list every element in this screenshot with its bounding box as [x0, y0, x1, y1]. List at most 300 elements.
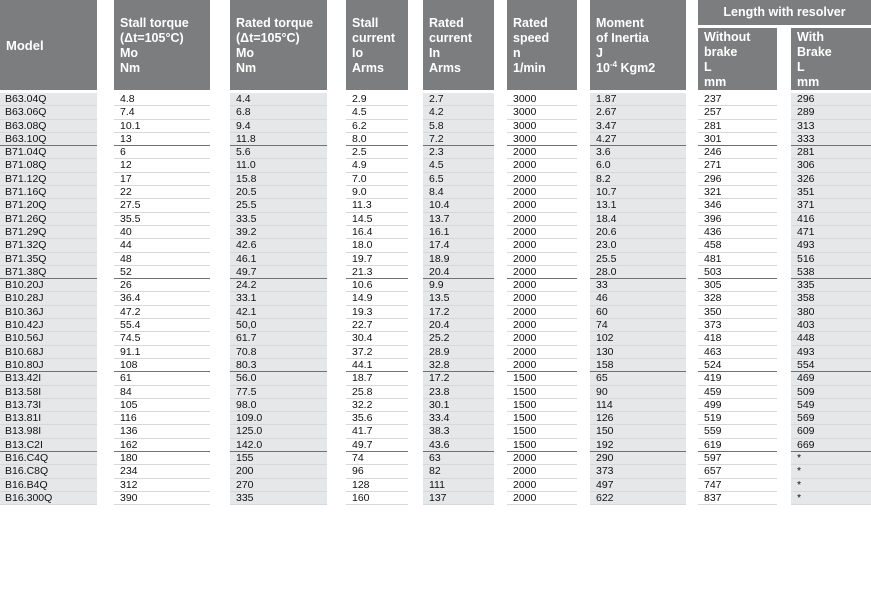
cell-length-with-brake: *	[791, 479, 871, 492]
cell-rated-current: 20.4	[423, 266, 494, 279]
cell-length-without-brake: 481	[698, 253, 777, 266]
column-gap	[408, 199, 423, 212]
column-gap	[408, 452, 423, 465]
cell-stall-current: 4.5	[346, 106, 408, 119]
column-gap	[686, 159, 698, 172]
cell-length-without-brake: 747	[698, 479, 777, 492]
header-line: Arms	[352, 61, 384, 75]
table-row	[0, 465, 871, 478]
column-gap	[97, 106, 114, 119]
column-gap	[494, 465, 507, 478]
column-gap	[777, 199, 791, 212]
cell-stall-current: 41.7	[346, 425, 408, 438]
column-gap	[577, 359, 590, 372]
header-line: Mo	[120, 46, 139, 60]
column-gap	[97, 412, 114, 425]
cell-rated-torque: 56.0	[230, 372, 327, 385]
column-gap	[210, 332, 230, 345]
cell-length-without-brake: 271	[698, 159, 777, 172]
column-gap	[97, 186, 114, 199]
cell-length-without-brake: 419	[698, 372, 777, 385]
column-gap	[327, 120, 346, 133]
cell-inertia: 2.67	[590, 106, 686, 119]
header-line: of Inertia	[596, 31, 649, 45]
cell-length-with-brake: 416	[791, 213, 871, 226]
column-gap	[327, 266, 346, 279]
table-row	[0, 359, 871, 372]
column-gap	[408, 239, 423, 252]
cell-length-without-brake: 559	[698, 425, 777, 438]
cell-stall-torque: 136	[114, 425, 210, 438]
column-gap	[686, 346, 698, 359]
cell-stall-torque: 44	[114, 239, 210, 252]
cell-model: B71.29Q	[0, 226, 97, 239]
column-gap	[777, 332, 791, 345]
cell-length-with-brake: 403	[791, 319, 871, 332]
cell-inertia: 8.2	[590, 173, 686, 186]
column-gap	[777, 452, 791, 465]
cell-rated-current: 20.4	[423, 319, 494, 332]
column-gap	[408, 120, 423, 133]
cell-stall-torque: 55.4	[114, 319, 210, 332]
cell-stall-current: 49.7	[346, 439, 408, 452]
column-gap	[327, 186, 346, 199]
table-row	[0, 372, 871, 385]
cell-inertia: 158	[590, 359, 686, 372]
cell-stall-torque: 13	[114, 133, 210, 146]
column-gap	[686, 173, 698, 186]
cell-rated-current: 18.9	[423, 253, 494, 266]
column-gap	[577, 213, 590, 226]
column-gap	[777, 146, 791, 159]
cell-model: B71.38Q	[0, 266, 97, 279]
column-gap	[777, 386, 791, 399]
column-gap	[577, 452, 590, 465]
column-gap	[97, 120, 114, 133]
column-gap	[97, 133, 114, 146]
column-gap	[210, 186, 230, 199]
cell-rated-torque: 42.1	[230, 306, 327, 319]
cell-model: B10.80J	[0, 359, 97, 372]
cell-length-without-brake: 373	[698, 319, 777, 332]
cell-rated-speed: 2000	[507, 452, 577, 465]
header-line: (Δt=105°C)	[236, 31, 300, 45]
column-gap	[210, 213, 230, 226]
cell-rated-torque: 33.1	[230, 292, 327, 305]
column-gap	[577, 93, 590, 106]
column-gap	[686, 239, 698, 252]
cell-model: B10.42J	[0, 319, 97, 332]
cell-length-with-brake: 609	[791, 425, 871, 438]
column-gap	[494, 186, 507, 199]
column-gap	[577, 439, 590, 452]
header-rated-torque	[230, 0, 327, 93]
column-gap	[777, 492, 791, 505]
cell-rated-torque: 270	[230, 479, 327, 492]
column-gap	[577, 253, 590, 266]
column-gap	[777, 226, 791, 239]
column-gap	[686, 319, 698, 332]
cell-length-without-brake: 499	[698, 399, 777, 412]
cell-length-without-brake: 257	[698, 106, 777, 119]
cell-rated-current: 2.3	[423, 146, 494, 159]
column-gap	[494, 332, 507, 345]
cell-stall-current: 18.0	[346, 239, 408, 252]
column-gap	[494, 173, 507, 186]
cell-stall-current: 18.7	[346, 372, 408, 385]
column-gap	[777, 319, 791, 332]
cell-rated-speed: 2000	[507, 359, 577, 372]
cell-inertia: 290	[590, 452, 686, 465]
column-gap	[577, 372, 590, 385]
column-gap	[210, 120, 230, 133]
cell-stall-torque: 74.5	[114, 332, 210, 345]
cell-rated-torque: 4.4	[230, 93, 327, 106]
column-gap	[686, 199, 698, 212]
table-row	[0, 346, 871, 359]
column-gap	[327, 452, 346, 465]
cell-length-with-brake: 509	[791, 386, 871, 399]
column-gap	[97, 372, 114, 385]
cell-length-with-brake: 669	[791, 439, 871, 452]
column-gap	[686, 226, 698, 239]
cell-stall-current: 16.4	[346, 226, 408, 239]
column-gap	[494, 93, 507, 106]
cell-rated-current: 43.6	[423, 439, 494, 452]
column-gap	[408, 412, 423, 425]
header-line: $10^{-4}$ Kgm2	[596, 59, 656, 75]
column-gap	[577, 173, 590, 186]
cell-stall-current: 9.0	[346, 186, 408, 199]
header-line: Arms	[429, 61, 461, 75]
cell-stall-current: 96	[346, 465, 408, 478]
column-gap	[686, 412, 698, 425]
column-gap	[494, 199, 507, 212]
cell-rated-current: 5.8	[423, 120, 494, 133]
cell-rated-torque: 61.7	[230, 332, 327, 345]
cell-rated-current: 38.3	[423, 425, 494, 438]
cell-rated-current: 82	[423, 465, 494, 478]
table-row	[0, 239, 871, 252]
cell-length-with-brake: *	[791, 492, 871, 505]
cell-model: B71.32Q	[0, 239, 97, 252]
column-gap	[97, 93, 114, 106]
column-gap	[777, 120, 791, 133]
table-row	[0, 146, 871, 159]
cell-length-with-brake: 569	[791, 412, 871, 425]
column-gap	[686, 465, 698, 478]
table-row	[0, 186, 871, 199]
cell-model: B71.16Q	[0, 186, 97, 199]
column-gap	[777, 266, 791, 279]
column-gap	[577, 479, 590, 492]
cell-rated-speed: 2000	[507, 332, 577, 345]
column-gap	[494, 319, 507, 332]
cell-rated-speed: 1500	[507, 412, 577, 425]
cell-rated-current: 137	[423, 492, 494, 505]
cell-rated-torque: 70.8	[230, 346, 327, 359]
column-gap	[494, 0, 507, 93]
column-gap	[408, 173, 423, 186]
cell-model: B71.12Q	[0, 173, 97, 186]
cell-inertia: 4.27	[590, 133, 686, 146]
column-gap	[577, 399, 590, 412]
column-gap	[97, 239, 114, 252]
header-line: In	[429, 46, 441, 60]
column-gap	[97, 346, 114, 359]
cell-rated-speed: 1500	[507, 425, 577, 438]
cell-model: B13.73I	[0, 399, 97, 412]
header-line: speed	[513, 31, 550, 45]
cell-rated-torque: 20.5	[230, 186, 327, 199]
cell-stall-torque: 26	[114, 279, 210, 292]
cell-rated-speed: 2000	[507, 465, 577, 478]
cell-rated-current: 33.4	[423, 412, 494, 425]
cell-rated-speed: 3000	[507, 106, 577, 119]
column-gap	[327, 239, 346, 252]
column-gap	[327, 199, 346, 212]
cell-rated-current: 17.4	[423, 239, 494, 252]
cell-stall-current: 25.8	[346, 386, 408, 399]
cell-inertia: 6.0	[590, 159, 686, 172]
cell-length-with-brake: 493	[791, 239, 871, 252]
cell-rated-speed: 3000	[507, 133, 577, 146]
cell-rated-speed: 2000	[507, 186, 577, 199]
header-line: brake	[704, 45, 738, 59]
column-gap	[777, 439, 791, 452]
cell-rated-torque: 5.6	[230, 146, 327, 159]
cell-inertia: 28.0	[590, 266, 686, 279]
cell-length-without-brake: 597	[698, 452, 777, 465]
cell-rated-current: 7.2	[423, 133, 494, 146]
cell-inertia: 18.4	[590, 213, 686, 226]
column-gap	[494, 372, 507, 385]
column-gap	[777, 412, 791, 425]
column-gap	[97, 306, 114, 319]
column-gap	[494, 279, 507, 292]
table-row	[0, 399, 871, 412]
column-gap	[327, 253, 346, 266]
cell-stall-torque: 10.1	[114, 120, 210, 133]
column-gap	[494, 292, 507, 305]
cell-rated-torque: 24.2	[230, 279, 327, 292]
cell-length-with-brake: 554	[791, 359, 871, 372]
cell-rated-speed: 2000	[507, 492, 577, 505]
column-gap	[210, 239, 230, 252]
column-gap	[577, 279, 590, 292]
cell-model: B13.C2I	[0, 439, 97, 452]
column-gap	[777, 106, 791, 119]
header-line: Rated torque	[236, 16, 314, 30]
column-gap	[408, 492, 423, 505]
cell-model: B10.36J	[0, 306, 97, 319]
cell-stall-current: 74	[346, 452, 408, 465]
column-gap	[686, 106, 698, 119]
header-line: Mo	[236, 46, 255, 60]
cell-length-with-brake: 516	[791, 253, 871, 266]
header-rated-current	[423, 0, 494, 93]
column-gap	[686, 279, 698, 292]
column-gap	[577, 199, 590, 212]
column-gap	[327, 412, 346, 425]
column-gap	[577, 492, 590, 505]
column-gap	[494, 346, 507, 359]
cell-length-with-brake: 371	[791, 199, 871, 212]
table-row	[0, 226, 871, 239]
cell-length-without-brake: 503	[698, 266, 777, 279]
cell-length-with-brake: 306	[791, 159, 871, 172]
header-line: L	[704, 60, 712, 74]
cell-length-without-brake: 519	[698, 412, 777, 425]
cell-rated-speed: 1500	[507, 439, 577, 452]
cell-stall-current: 7.0	[346, 173, 408, 186]
cell-stall-current: 6.2	[346, 120, 408, 133]
table-row	[0, 120, 871, 133]
cell-stall-torque: 108	[114, 359, 210, 372]
cell-length-without-brake: 328	[698, 292, 777, 305]
column-gap	[97, 332, 114, 345]
cell-length-without-brake: 459	[698, 386, 777, 399]
column-gap	[777, 479, 791, 492]
column-gap	[777, 279, 791, 292]
cell-rated-torque: 11.0	[230, 159, 327, 172]
cell-rated-current: 9.9	[423, 279, 494, 292]
column-gap	[327, 213, 346, 226]
column-gap	[494, 306, 507, 319]
cell-stall-current: 19.7	[346, 253, 408, 266]
column-gap	[210, 0, 230, 93]
column-gap	[327, 425, 346, 438]
column-gap	[327, 372, 346, 385]
column-gap	[408, 332, 423, 345]
column-gap	[686, 359, 698, 372]
cell-inertia: 373	[590, 465, 686, 478]
column-gap	[686, 146, 698, 159]
cell-stall-current: 32.2	[346, 399, 408, 412]
column-gap	[494, 120, 507, 133]
cell-rated-speed: 2000	[507, 213, 577, 226]
column-gap	[210, 292, 230, 305]
column-gap	[97, 292, 114, 305]
column-gap	[408, 346, 423, 359]
header-line: mm	[797, 75, 820, 89]
table-row	[0, 332, 871, 345]
column-gap	[210, 133, 230, 146]
cell-rated-speed: 2000	[507, 159, 577, 172]
column-gap	[408, 266, 423, 279]
cell-rated-torque: 9.4	[230, 120, 327, 133]
column-gap	[210, 199, 230, 212]
column-gap	[577, 332, 590, 345]
table-row	[0, 213, 871, 226]
cell-inertia: 3.6	[590, 146, 686, 159]
column-gap	[686, 439, 698, 452]
column-gap	[494, 439, 507, 452]
column-gap	[408, 479, 423, 492]
column-gap	[97, 425, 114, 438]
cell-stall-torque: 52	[114, 266, 210, 279]
column-gap	[327, 399, 346, 412]
column-gap	[686, 306, 698, 319]
cell-inertia: 126	[590, 412, 686, 425]
cell-stall-torque: 390	[114, 492, 210, 505]
header-model: Model	[0, 0, 97, 93]
cell-stall-torque: 22	[114, 186, 210, 199]
cell-length-without-brake: 396	[698, 213, 777, 226]
column-gap	[210, 465, 230, 478]
cell-length-without-brake: 619	[698, 439, 777, 452]
column-gap	[327, 386, 346, 399]
cell-length-with-brake: 471	[791, 226, 871, 239]
cell-model: B71.04Q	[0, 146, 97, 159]
column-gap	[408, 93, 423, 106]
column-gap	[408, 359, 423, 372]
column-gap	[686, 479, 698, 492]
column-gap	[494, 412, 507, 425]
cell-rated-torque: 109.0	[230, 412, 327, 425]
column-gap	[97, 386, 114, 399]
column-gap	[327, 332, 346, 345]
column-gap	[577, 386, 590, 399]
column-gap	[327, 279, 346, 292]
column-gap	[97, 253, 114, 266]
column-gap	[210, 412, 230, 425]
cell-rated-current: 6.5	[423, 173, 494, 186]
cell-rated-current: 28.9	[423, 346, 494, 359]
header-line: Rated	[513, 16, 548, 30]
cell-stall-torque: 17	[114, 173, 210, 186]
column-gap	[494, 226, 507, 239]
cell-stall-current: 21.3	[346, 266, 408, 279]
cell-rated-speed: 3000	[507, 93, 577, 106]
column-gap	[686, 93, 698, 106]
column-gap	[686, 292, 698, 305]
column-gap	[408, 292, 423, 305]
cell-length-without-brake: 418	[698, 332, 777, 345]
cell-rated-torque: 15.8	[230, 173, 327, 186]
column-gap	[210, 452, 230, 465]
cell-stall-current: 19.3	[346, 306, 408, 319]
cell-length-with-brake: 289	[791, 106, 871, 119]
cell-length-with-brake: 549	[791, 399, 871, 412]
cell-length-with-brake: 380	[791, 306, 871, 319]
table-row	[0, 319, 871, 332]
cell-rated-current: 17.2	[423, 372, 494, 385]
header-line: Stall torque	[120, 16, 189, 30]
cell-length-with-brake: *	[791, 452, 871, 465]
column-gap	[327, 439, 346, 452]
cell-stall-current: 128	[346, 479, 408, 492]
cell-length-with-brake: 313	[791, 120, 871, 133]
cell-rated-current: 4.5	[423, 159, 494, 172]
table-row	[0, 452, 871, 465]
column-gap	[777, 186, 791, 199]
cell-rated-current: 13.5	[423, 292, 494, 305]
cell-length-without-brake: 321	[698, 186, 777, 199]
column-gap	[97, 439, 114, 452]
cell-rated-speed: 2000	[507, 346, 577, 359]
column-gap	[327, 479, 346, 492]
column-gap	[686, 425, 698, 438]
column-gap	[210, 439, 230, 452]
column-gap	[577, 120, 590, 133]
header-stall-current	[346, 0, 408, 93]
column-gap	[494, 213, 507, 226]
column-gap	[777, 133, 791, 146]
column-gap	[577, 412, 590, 425]
header-line: With	[797, 30, 824, 44]
column-gap	[494, 386, 507, 399]
